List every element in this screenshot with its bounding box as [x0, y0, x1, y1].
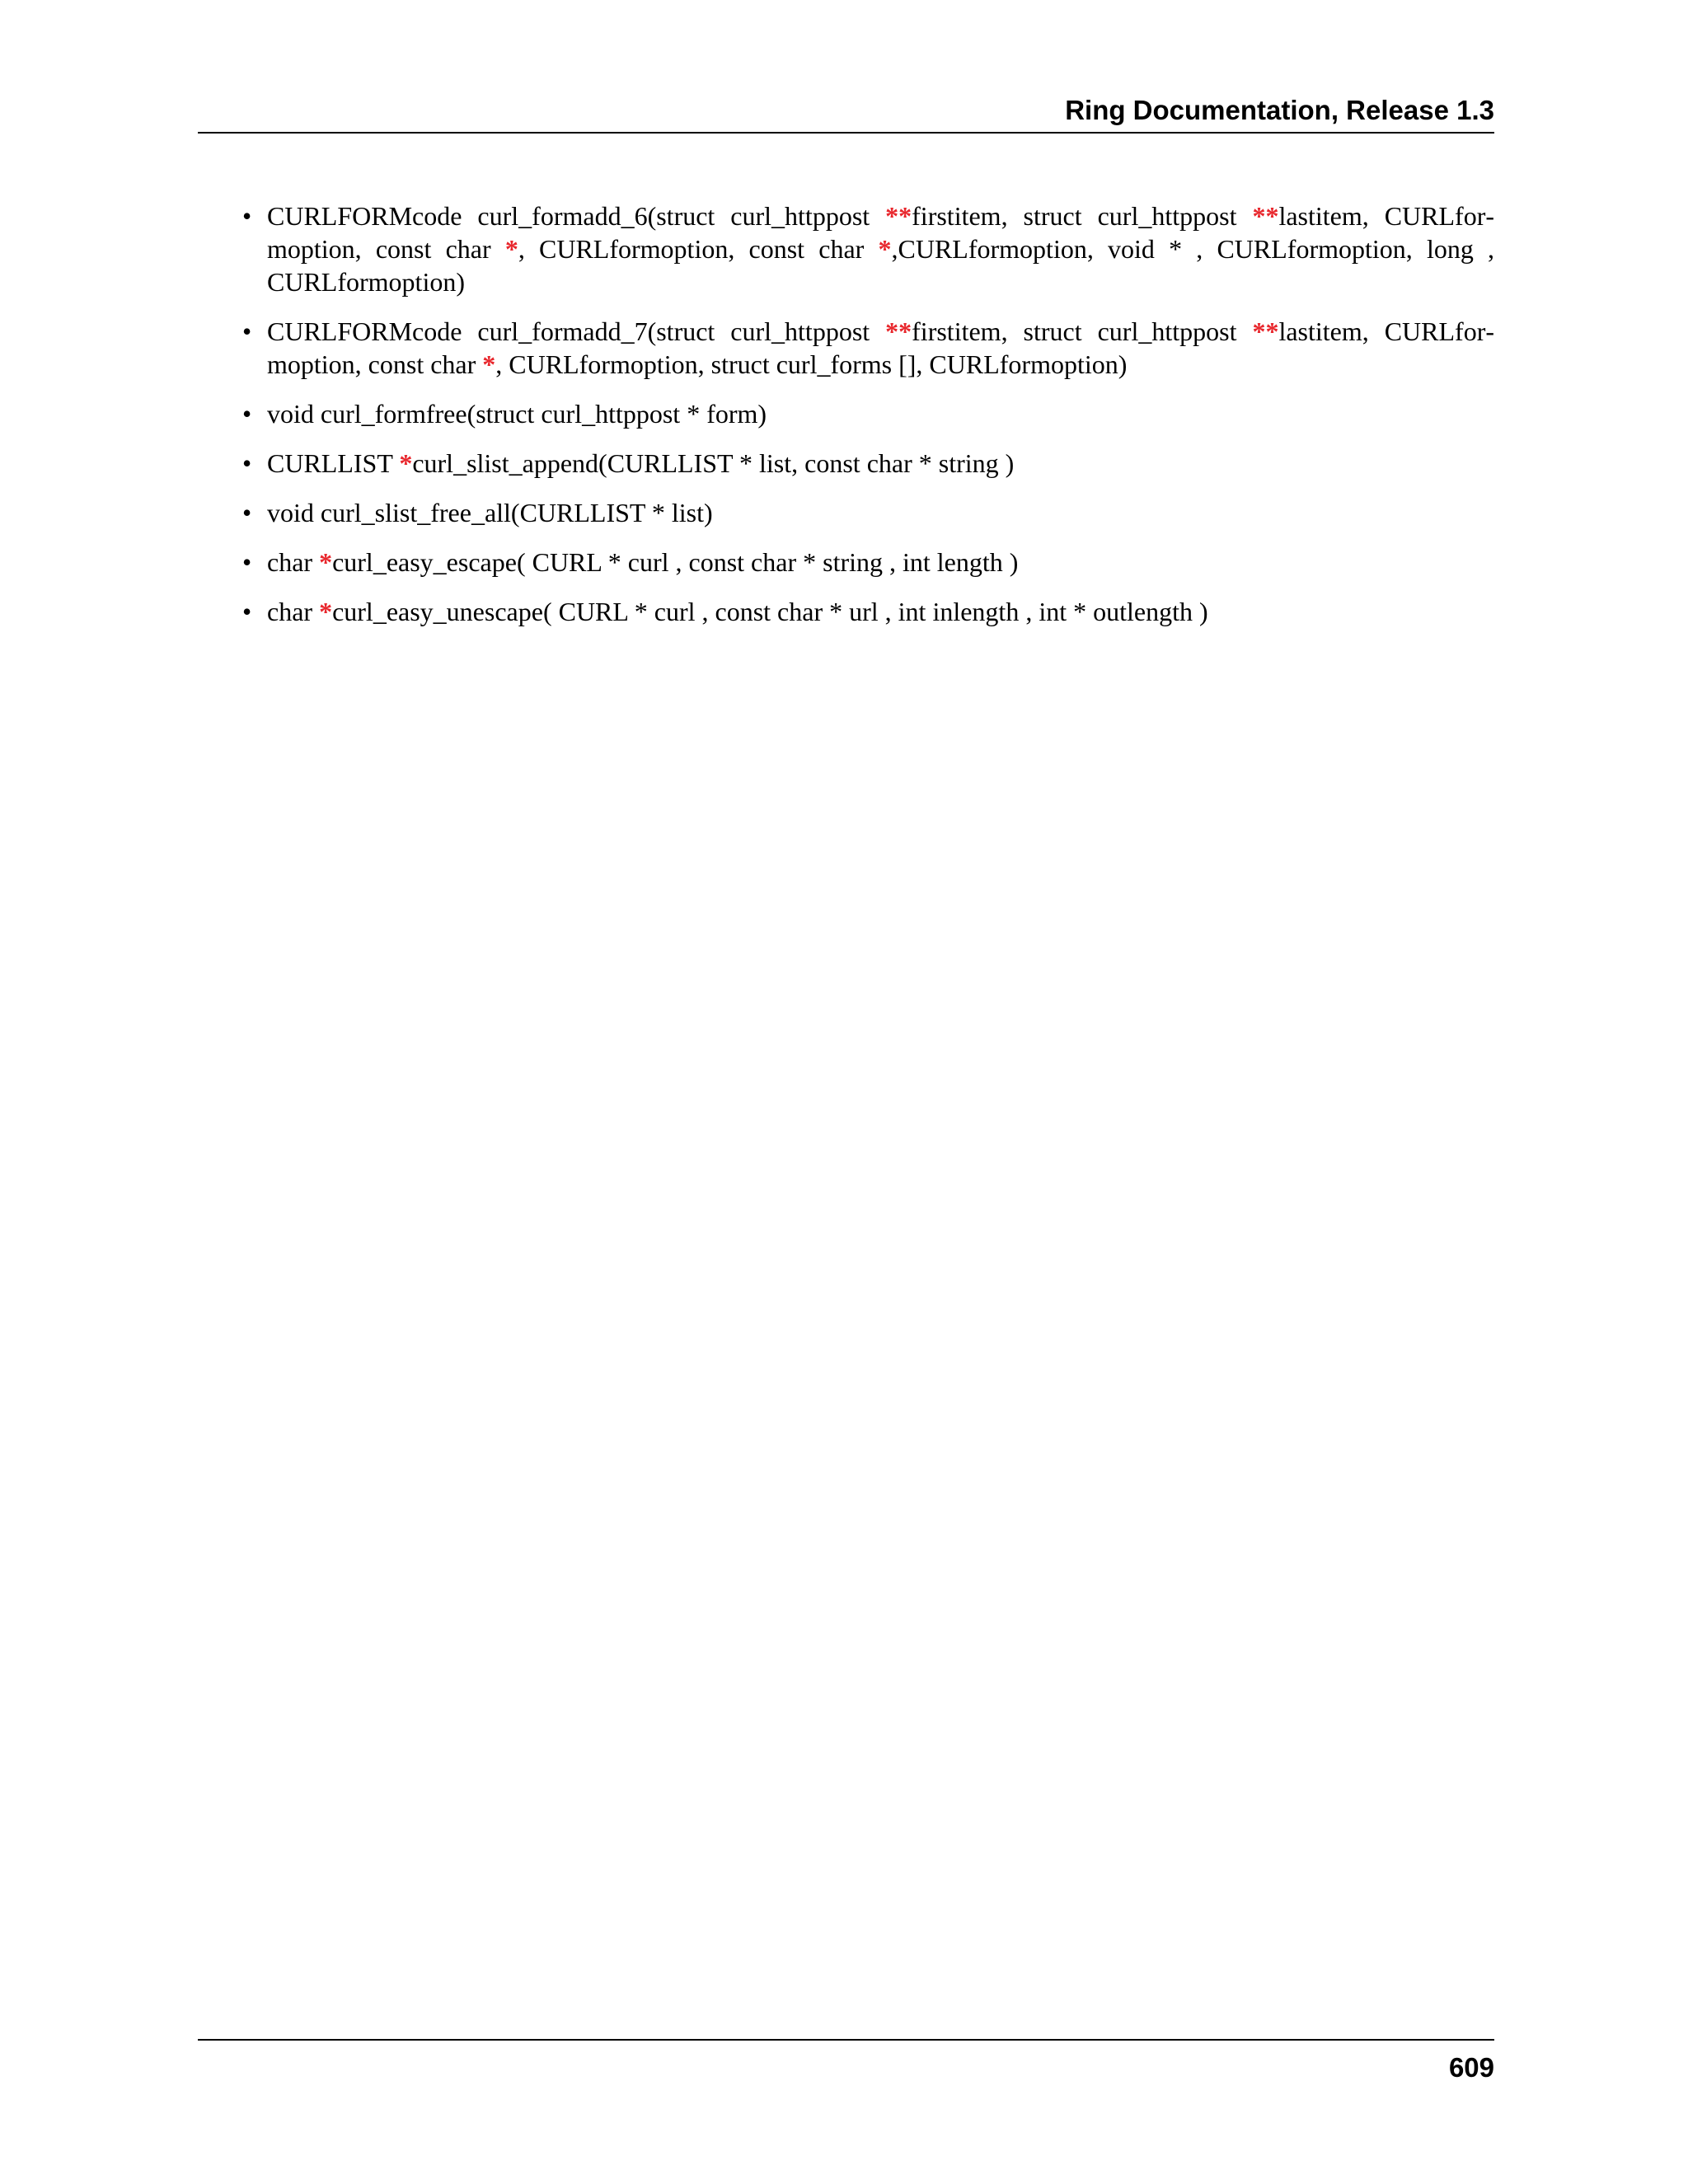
- header-title: Ring Documentation, Release 1.3: [1065, 95, 1494, 125]
- list-item: • char *curl_easy_escape( CURL * curl , const char * string , int length ): [198, 546, 1494, 579]
- page-header: [198, 91, 1494, 134]
- page-footer: [198, 2039, 1494, 2083]
- list-item: • void curl_formfree(struct curl_httppost * form): [198, 397, 1494, 430]
- list-item: • char *curl_easy_unescape( CURL * curl , const char * url , int inlength , int * outlength ): [198, 595, 1494, 628]
- list-item: • CURLFORMcode curl_formadd_7(struct curl_httppost **firstitem, struct curl_httppost **lastitem, CURLformoption, const char *, CURLformoption, struct curl_forms [], CURLformoption): [198, 315, 1494, 381]
- function-list: [198, 199, 1494, 628]
- list-item: • void curl_slist_free_all(CURLLIST * list): [198, 496, 1494, 529]
- main-content: [198, 199, 1494, 644]
- list-item: • CURLLIST *curl_slist_append(CURLLIST * list, const char * string ): [198, 447, 1494, 480]
- list-item: • CURLFORMcode curl_formadd_6(struct curl_httppost **firstitem, struct curl_httppost **lastitem, CURLformoption, const char *, CURLformoption, const char *,CURLformoption, void * , CURLformoption, long , CURLformoption): [198, 199, 1494, 298]
- page-number: 609: [1448, 2052, 1494, 2083]
